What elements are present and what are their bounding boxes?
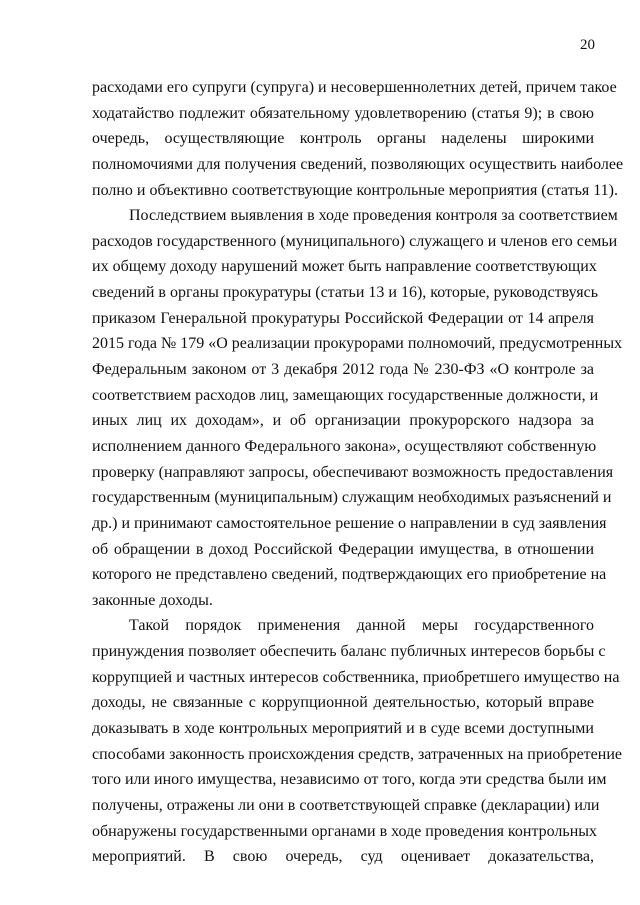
text-line: того или иного имущества, независимо от того, когда эти средства были им: [92, 771, 607, 789]
text-line: которого не представлено сведений, подтверждающих его приобретение на: [92, 566, 607, 584]
paragraph: [92, 203, 623, 613]
text-line: Такой порядок применения данной меры государственного: [129, 617, 594, 635]
text-line: очередь, осуществляющие контроль органы наделены широкими: [92, 130, 594, 148]
text-line: расходов государственного (муниципального) служащего и членов его семьи: [92, 232, 618, 250]
text-line: Федеральным законом от 3 декабря 2012 года № 230-ФЗ «О контроле за: [92, 361, 594, 379]
text-line: полно и объективно соответствующие контрольные мероприятия (статья 11).: [92, 181, 618, 199]
text-line: 2015 года № 179 «О реализации прокурорами полномочий, предусмотренных: [92, 335, 623, 353]
text-line: принуждения позволяет обеспечить баланс публичных интересов борьбы с: [92, 643, 606, 661]
text-line: об обращении в доход Российской Федерации имущества, в отношении: [92, 540, 594, 558]
text-line: доходы, не связанные с коррупционной деятельностью, который вправе: [92, 694, 594, 712]
text-line: др.) и принимают самостоятельное решение о направлении в суд заявления: [92, 514, 607, 532]
page-number: 20: [580, 37, 595, 53]
text-line: проверку (направляют запросы, обеспечивают возможность предоставления: [92, 463, 614, 481]
text-line: иных лиц их доходам», и об организации прокурорского надзора за: [92, 412, 594, 430]
text-line: законные доходы.: [92, 591, 213, 609]
text-line: коррупцией и частных интересов собственника, приобретшего имущество на: [92, 668, 620, 686]
paragraph: [92, 613, 622, 869]
text-line: ходатайство подлежит обязательному удовлетворению (статья 9); в свою: [92, 104, 594, 122]
text-line: их общему доходу нарушений может быть направление соответствующих: [92, 258, 597, 276]
text-line: обнаружены государственными органами в ходе проведения контрольных: [92, 822, 598, 840]
text-line: сведений в органы прокуратуры (статьи 13 и 16), которые, руководствуясь: [92, 284, 599, 302]
text-line: расходами его супруги (супруга) и несовершеннолетних детей, причем такое: [92, 79, 617, 96]
text-line: способами законность происхождения средств, затраченных на приобретение: [92, 745, 622, 763]
paragraph: [92, 75, 624, 203]
text-line: соответствием расходов лиц, замещающих государственные должности, и: [92, 386, 599, 404]
text-line: приказом Генеральной прокуратуры Российской Федерации от 14 апреля: [92, 309, 594, 327]
text-line: исполнением данного Федерального закона», осуществляют собственную: [92, 437, 597, 455]
text-line: мероприятий. В свою очередь, суд оценивает доказательства,: [92, 848, 594, 866]
text-line: полномочиями для получения сведений, позволяющих осуществить наиболее: [92, 155, 624, 173]
text-line: Последствием выявления в ходе проведения контроля за соответствием: [129, 207, 618, 225]
document-body: [92, 75, 624, 870]
text-line: доказывать в ходе контрольных мероприятий и в суде всеми доступными: [92, 720, 594, 738]
text-line: государственным (муниципальным) служащим необходимых разъяснений и: [92, 489, 612, 507]
text-line: получены, отражены ли они в соответствующей справке (декларации) или: [92, 796, 600, 814]
